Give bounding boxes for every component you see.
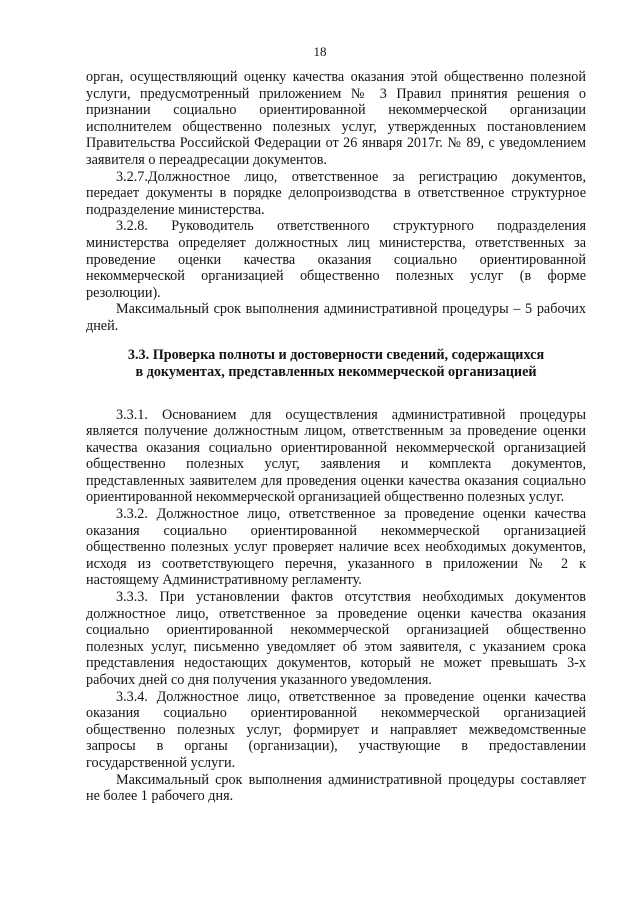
document-body <box>86 69 586 805</box>
section-heading-line-1: 3.3. Проверка полноты и достоверности сведений, содержащихся <box>127 346 545 363</box>
paragraph-max-term-1: Максимальный срок выполнения административной процедуры – 5 рабочих дней. <box>86 301 586 334</box>
section-heading-line-2: в документах, представленных некоммерческой организацией <box>135 363 537 380</box>
paragraph-3-3-3: 3.3.3. При установлении фактов отсутствия необходимых документов должностное лицо, ответственное за проведение оценки качества оказания социально ориентированной некоммерческой организацией общественно полезных услуг, письменно уведомляет об этом заявителя, с указанием срока представления недостающих документов, который не может превышать 3-х рабочих дней со дня получения указанного уведомления. <box>86 589 586 688</box>
paragraph-3-3-4: 3.3.4. Должностное лицо, ответственное за проведение оценки качества оказания социально ориентированной некоммерческой организацией общественно полезных услуг, формирует и направляет межведомственные запросы в органы (организации), участвующие в предоставлении государственной услуги. <box>86 688 586 771</box>
paragraph-max-term-2: Максимальный срок выполнения административной процедуры составляет не более 1 рабочего дня. <box>86 771 586 805</box>
paragraph-3-2-8: 3.2.8. Руководитель ответственного структурного подразделения министерства определяет должностных лиц министерства, ответственных за проведение оценки качества оказания социально ориентированной некоммерческой организацией общественно полезных услуг (в форме резолюции). <box>86 218 586 301</box>
paragraph-continuation: орган, осуществляющий оценку качества оказания этой общественно полезной услуги, предусмотренный приложением № 3 Правил принятия решения о признании социально ориентированной некоммерческой организации исполнителем общественно полезных услуг, утвержденных постановлением Правительства Российской Федерации от 26 января 2017г. № 89, с уведомлением заявителя о переадресации документов. <box>86 69 586 168</box>
section-heading-3-3 <box>86 347 586 381</box>
paragraph-3-3-2: 3.3.2. Должностное лицо, ответственное за проведение оценки качества оказания социально ориентированной некоммерческой организацией общественно полезных услуг проверяет наличие всех необходимых документов, исходя из соответствующего перечня, указанного в приложении № 2 к настоящему Административному регламенту. <box>86 506 586 589</box>
paragraph-3-2-7: 3.2.7.Должностное лицо, ответственное за регистрацию документов, передает документы в порядке делопроизводства в ответственное структурное подразделение министерства. <box>86 168 586 218</box>
page-number: 18 <box>313 44 327 59</box>
paragraph-3-3-1: 3.3.1. Основанием для осуществления административной процедуры является получение должностным лицом, ответственным за проведение оценки качества оказания социально ориентированной некоммерческой организацией общественно полезных услуг, заявления и комплекта документов, представленных заявителем для проведения оценки качества оказания социально ориентированной некоммерческой организацией общественно полезных услуг. <box>86 406 586 506</box>
